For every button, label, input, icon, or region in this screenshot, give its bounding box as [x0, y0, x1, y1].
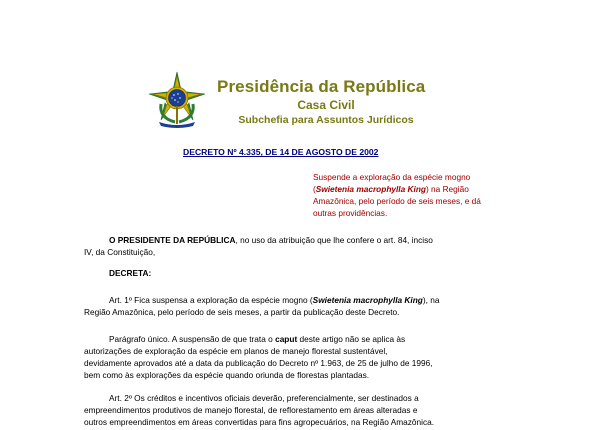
article-2: Art. 2º Os créditos e incentivos oficiais deverão, preferencialmente, ser destinados a empreendimentos produtivos de manejo florestal, de reflorestamento em áreas alteradas e outros empreendimentos em áreas convertidas para fins agropecuários, na Região Amazônica. — [84, 393, 435, 427]
president-heading: O PRESIDENTE DA REPÚBLICA — [109, 235, 236, 245]
article-1: Art. 1º Fica suspensa a exploração da espécie mogno (Swietenia macrophylla King), na Região Amazônica, pelo período de seis meses, a partir da publicação deste Decreto. — [84, 295, 440, 317]
decree-summary — [313, 171, 513, 219]
species-name: Swietenia macrophylla King — [315, 184, 426, 194]
decreta-heading: DECRETA: — [109, 268, 152, 278]
header-subunit: Subchefia para Assuntos Jurídicos — [238, 114, 414, 126]
article-label: Art. 2º — [109, 393, 132, 403]
summary-line: Amazônica, pelo período de seis meses, e dá — [313, 196, 481, 206]
brazil-coat-of-arms-icon — [147, 70, 207, 130]
preamble-paragraph: O PRESIDENTE DA REPÚBLICA, no uso da atribuição que lhe confere o art. 84, inciso IV, da Constituição, — [84, 235, 433, 257]
sole-paragraph: Parágrafo único. A suspensão de que trata o caput deste artigo não se aplica às autorizações de exploração da espécie em planos de manejo florestal sustentável, devidamente aprovados até a data da publicação do Decreto nº 1.963, de 25 de julho de 1996, bem como às explorações da espécie quando oriunda de florestas plantadas. — [84, 334, 433, 380]
header-subtitle: Casa Civil — [297, 98, 355, 112]
decree-title-link[interactable]: DECRETO Nº 4.335, DE 14 DE AGOSTO DE 2002 — [183, 147, 379, 157]
page-title: Presidência da República — [217, 77, 426, 96]
summary-line: Suspende a exploração da espécie mogno — [313, 172, 471, 182]
article-label: Art. 1º — [109, 295, 132, 305]
summary-line: outras providências. — [313, 208, 388, 218]
species-name: Swietenia macrophylla King — [312, 295, 423, 305]
summary-line: (Swietenia macrophylla King) na Região — [313, 184, 469, 194]
